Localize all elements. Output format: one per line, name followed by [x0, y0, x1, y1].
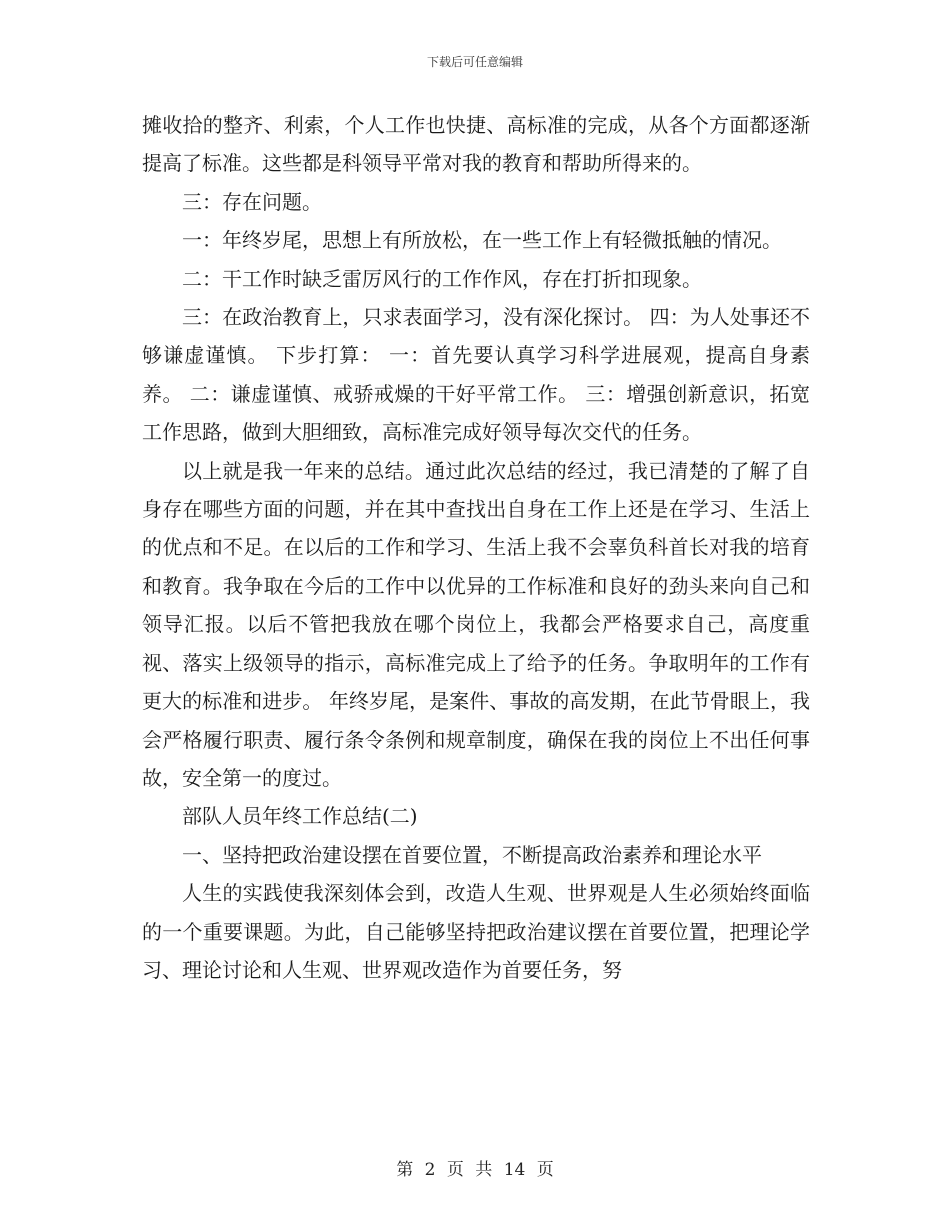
- page-header-note: 下载后可任意编辑: [426, 55, 523, 69]
- paragraph: 以上就是我一年来的总结。通过此次总结的经过，我已清楚的了解了自身存在哪些方面的问题，并在其中查找出自身在工作上还是在学习、生活上的优点和不足。在以后的工作和学习、生活上我不会辜负科首长对我的培育和教育。我争取在今后的工作中以优异的工作标准和良好的劲头来向自己和领导汇报。以后不管把我放在哪个岗位上，我都会严格要求自己，高度重视、落实上级领导的指示，高标准完成上了给予的任务。争取明年的工作有更大的标准和进步。 年终岁尾，是案件、事故的高发期，在此节骨眼上，我会严格履行职责、履行条令条例和规章制度，确保在我的岗位上不出任何事故，安全第一的度过。: [142, 458, 810, 790]
- section-heading: 部队人员年终工作总结(二): [182, 804, 418, 829]
- paragraph: 一：年终岁尾，思想上有所放松，在一些工作上有轻微抵触的情况。: [182, 228, 782, 253]
- paragraph: 三：存在问题。: [182, 189, 322, 214]
- subsection-heading: 一、坚持把政治建设摆在首要位置，不断提高政治素养和理论水平: [182, 842, 762, 867]
- page-number-footer: 第 2 页 共 14 页: [396, 1160, 554, 1180]
- paragraph: 三：在政治教育上，只求表面学习，没有深化探讨。 四：为人处事还不够谦虚谨慎。 下步打算： 一：首先要认真学习科学进展观，提高自身素养。 二：谦虚谨慎、戒骄戒燥的干好平常工作。 三：增强创新意识，拓宽工作思路，做到大胆细致，高标准完成好领导每次交代的任务。: [142, 305, 810, 445]
- document-body: [142, 106, 810, 989]
- paragraph: 摊收拾的整齐、利索，个人工作也快捷、高标准的完成，从各个方面都逐渐提高了标准。这些都是科领导平常对我的教育和帮助所得来的。: [142, 113, 810, 176]
- paragraph: 人生的实践使我深刻体会到，改造人生观、世界观是人生必须始终面临的一个重要课题。为此，自己能够坚持把政治建议摆在首要位置，把理论学习、理论讨论和人生观、世界观改造作为首要任务，努: [142, 881, 810, 982]
- paragraph: 二：干工作时缺乏雷厉风行的工作作风，存在打折扣现象。: [182, 266, 702, 291]
